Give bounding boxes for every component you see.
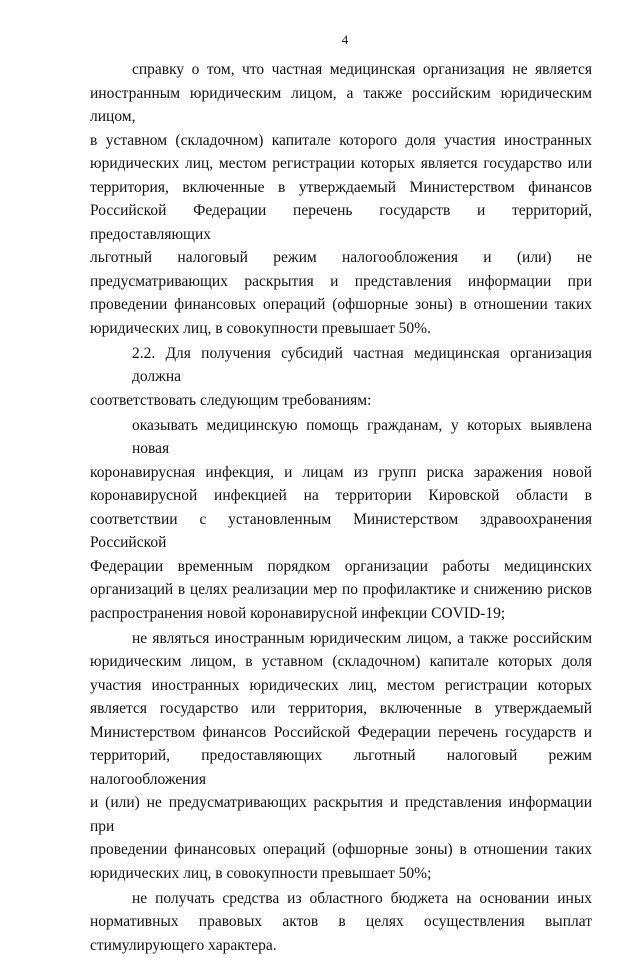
paragraph-line: предусматривающих раскрытия и представления информации при [90, 272, 592, 290]
page-number: 4 [341, 32, 349, 47]
paragraph-line: иностранным юридическим лицом, а также российским юридическим лицом, [90, 84, 592, 125]
paragraph-line: справку о том, что частная медицинская организация не является [132, 61, 592, 78]
paragraph-line: Министерством финансов Российской Федерации перечень государств и [90, 723, 592, 741]
paragraph-line: и (или) не предусматривающих раскрытия и представления информации при [90, 794, 592, 835]
document-body [90, 58, 592, 958]
paragraph-line: проведении финансовых операций (офшорные зоны) в отношении таких [90, 296, 592, 313]
paragraph [90, 414, 592, 626]
paragraph-line: коронавирусная инфекция, и лицам из групп риска заражения новой [90, 463, 592, 481]
paragraph-line: юридических лиц, в совокупности превышает 50%. [90, 319, 431, 337]
paragraph-line: проведении финансовых операций (офшорные зоны) в отношении таких [90, 841, 592, 858]
paragraph-line: стимулирующего характера. [90, 936, 277, 954]
paragraph-line: территория, включенные в утверждаемый Министерством финансов [90, 178, 592, 196]
paragraph-line: является государство или территория, включенные в утверждаемый [90, 700, 592, 717]
paragraph-line: Российской Федерации перечень государств и территорий, предоставляющих [90, 202, 592, 243]
paragraph-line: соответствии с установленным Министерством здравоохранения Российской [90, 510, 592, 551]
paragraph-line: коронавирусной инфекцией на территории Кировской области в [90, 487, 592, 504]
paragraph-line: не являться иностранным юридическим лицом, а также российским [132, 629, 592, 647]
paragraph-line: распространения новой коронавирусной инфекции COVID-19; [90, 604, 506, 622]
paragraph [90, 887, 592, 958]
paragraph [90, 58, 592, 340]
paragraph-line: 2.2. Для получения субсидий частная медицинская организация должна [132, 344, 592, 385]
paragraph [90, 342, 592, 413]
paragraph-line: льготный налоговый режим налогообложения и (или) не [90, 249, 592, 266]
paragraph-line: в уставном (складочном) капитале которого доля участия иностранных [90, 131, 592, 149]
paragraph-line: территорий, предоставляющих льготный налоговый режим налогообложения [90, 747, 592, 788]
paragraph-line: организаций в целях реализации мер по профилактике и снижению рисков [90, 581, 592, 598]
paragraph-line: Федерации временным порядком организации работы медицинских [90, 557, 592, 575]
paragraph [90, 627, 592, 886]
paragraph-line: юридических лиц, местом регистрации которых является государство или [90, 155, 592, 172]
paragraph-line: юридических лиц, в совокупности превышает 50%; [90, 864, 432, 882]
paragraph-line: оказывать медицинскую помощь гражданам, у которых выявлена новая [132, 416, 592, 457]
paragraph-line: юридическим лицом, в уставном (складочном) капитале которых доля [90, 653, 592, 670]
paragraph-line: соответствовать следующим требованиям: [90, 391, 372, 409]
paragraph-line: нормативных правовых актов в целях осуществления выплат [90, 913, 592, 930]
paragraph-line: участия иностранных юридических лиц, местом регистрации которых [90, 676, 592, 694]
paragraph-line: не получать средства из областного бюджета на основании иных [132, 889, 592, 907]
